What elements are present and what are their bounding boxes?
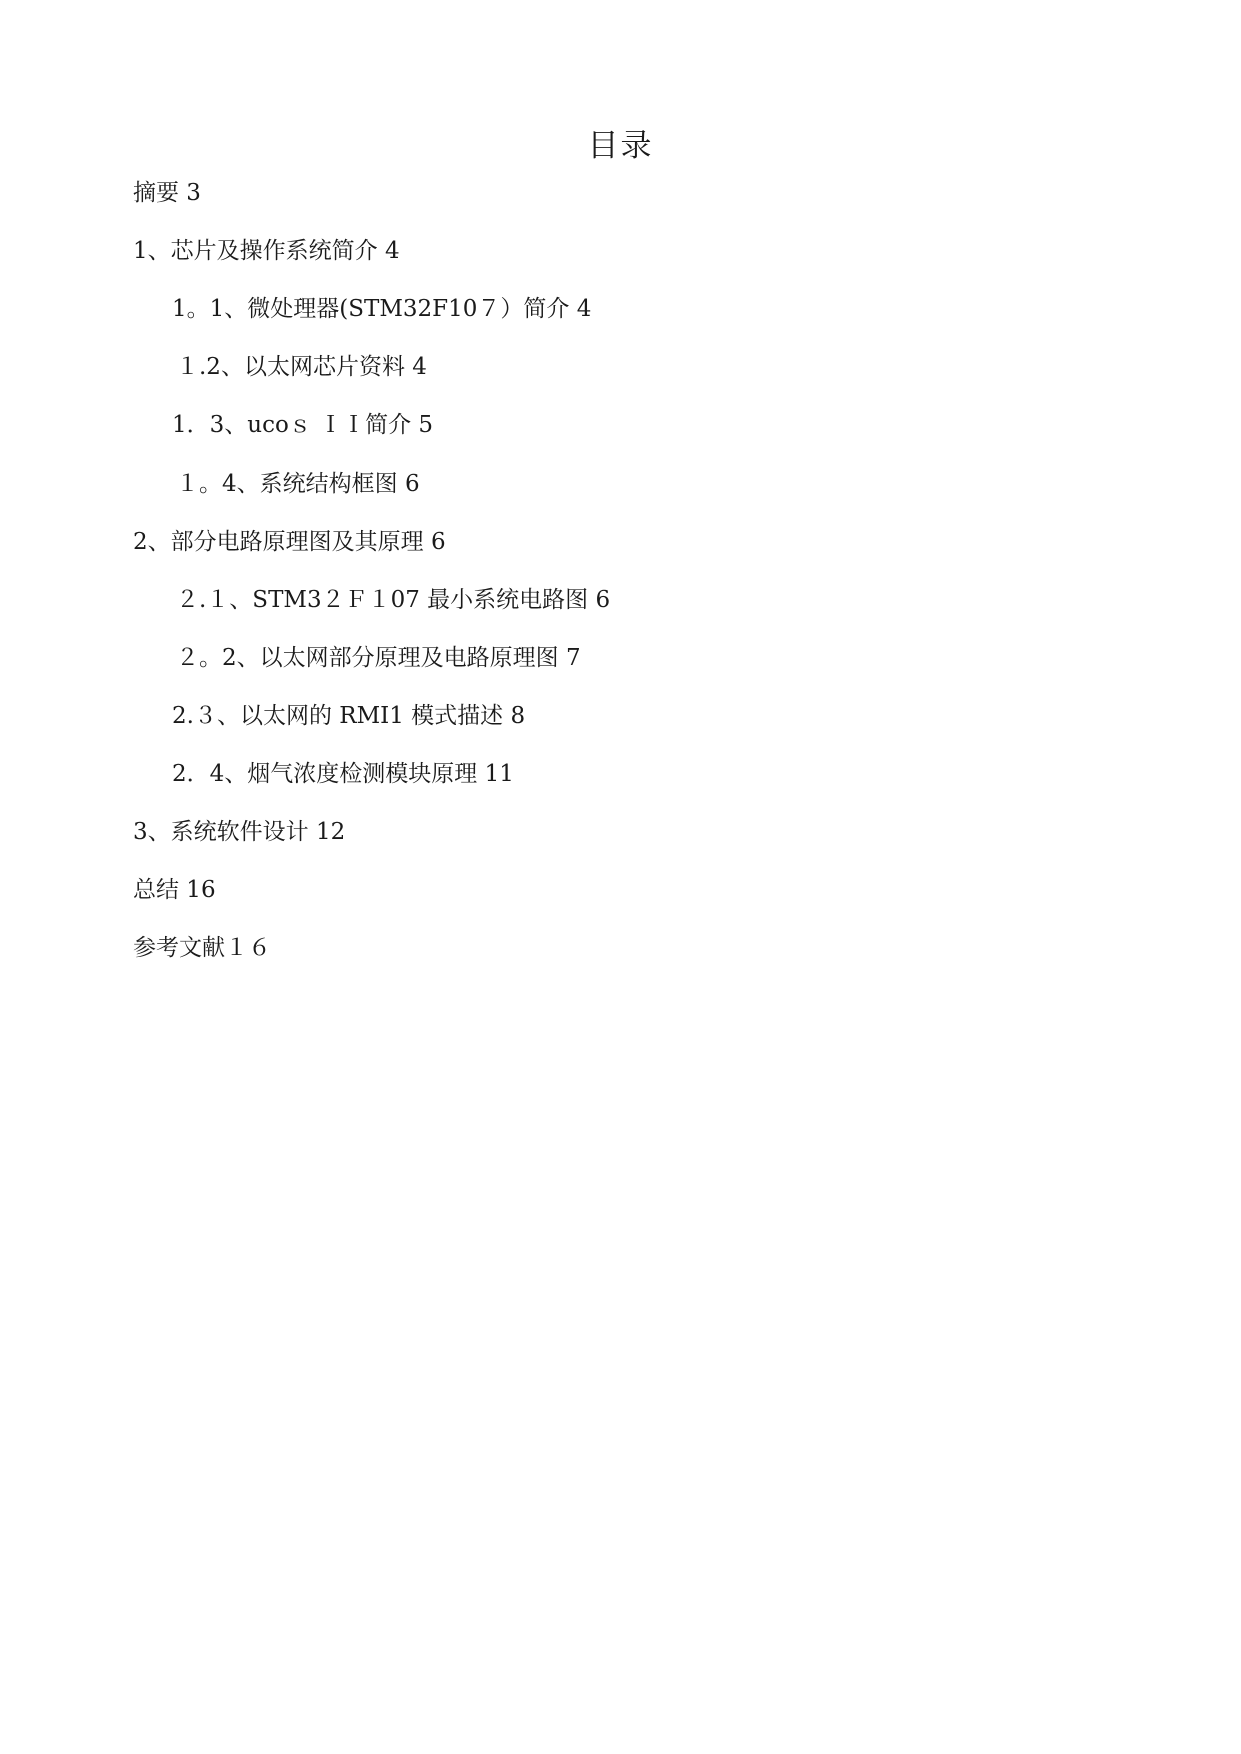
- toc-entry-section-1-1: 1。1、微处理器(STM32F10７）简介 4: [172, 296, 592, 322]
- toc-entry-section-2-1: ２.１、STM3２Ｆ１07 最小系统电路图 6: [176, 587, 611, 613]
- toc-entry-abstract: 摘要 3: [133, 180, 201, 206]
- toc-entry-section-2-2: ２。2、以太网部分原理及电路原理图 7: [176, 645, 581, 671]
- toc-entry-chapter-2: 2、部分电路原理图及其原理 6: [133, 529, 446, 555]
- toc-entry-section-2-3: 2.３、以太网的 RMI1 模式描述 8: [172, 703, 526, 729]
- toc-entry-section-1-4: １。4、系统结构框图 6: [176, 471, 420, 497]
- page-title: 目录: [587, 128, 654, 164]
- toc-entry-chapter-1: 1、芯片及操作系统简介 4: [133, 238, 400, 264]
- toc-entry-references: 参考文献１６: [133, 935, 271, 961]
- toc-entry-section-1-2: １.2、以太网芯片资料 4: [176, 354, 427, 380]
- toc-entry-chapter-3: 3、系统软件设计 12: [133, 819, 346, 845]
- toc-entry-section-2-4: 2．4、烟气浓度检测模块原理 11: [172, 761, 514, 787]
- toc-entry-summary: 总结 16: [133, 877, 216, 903]
- toc-entry-section-1-3: 1．3、ucoｓ ＩＩ简介 5: [172, 412, 434, 438]
